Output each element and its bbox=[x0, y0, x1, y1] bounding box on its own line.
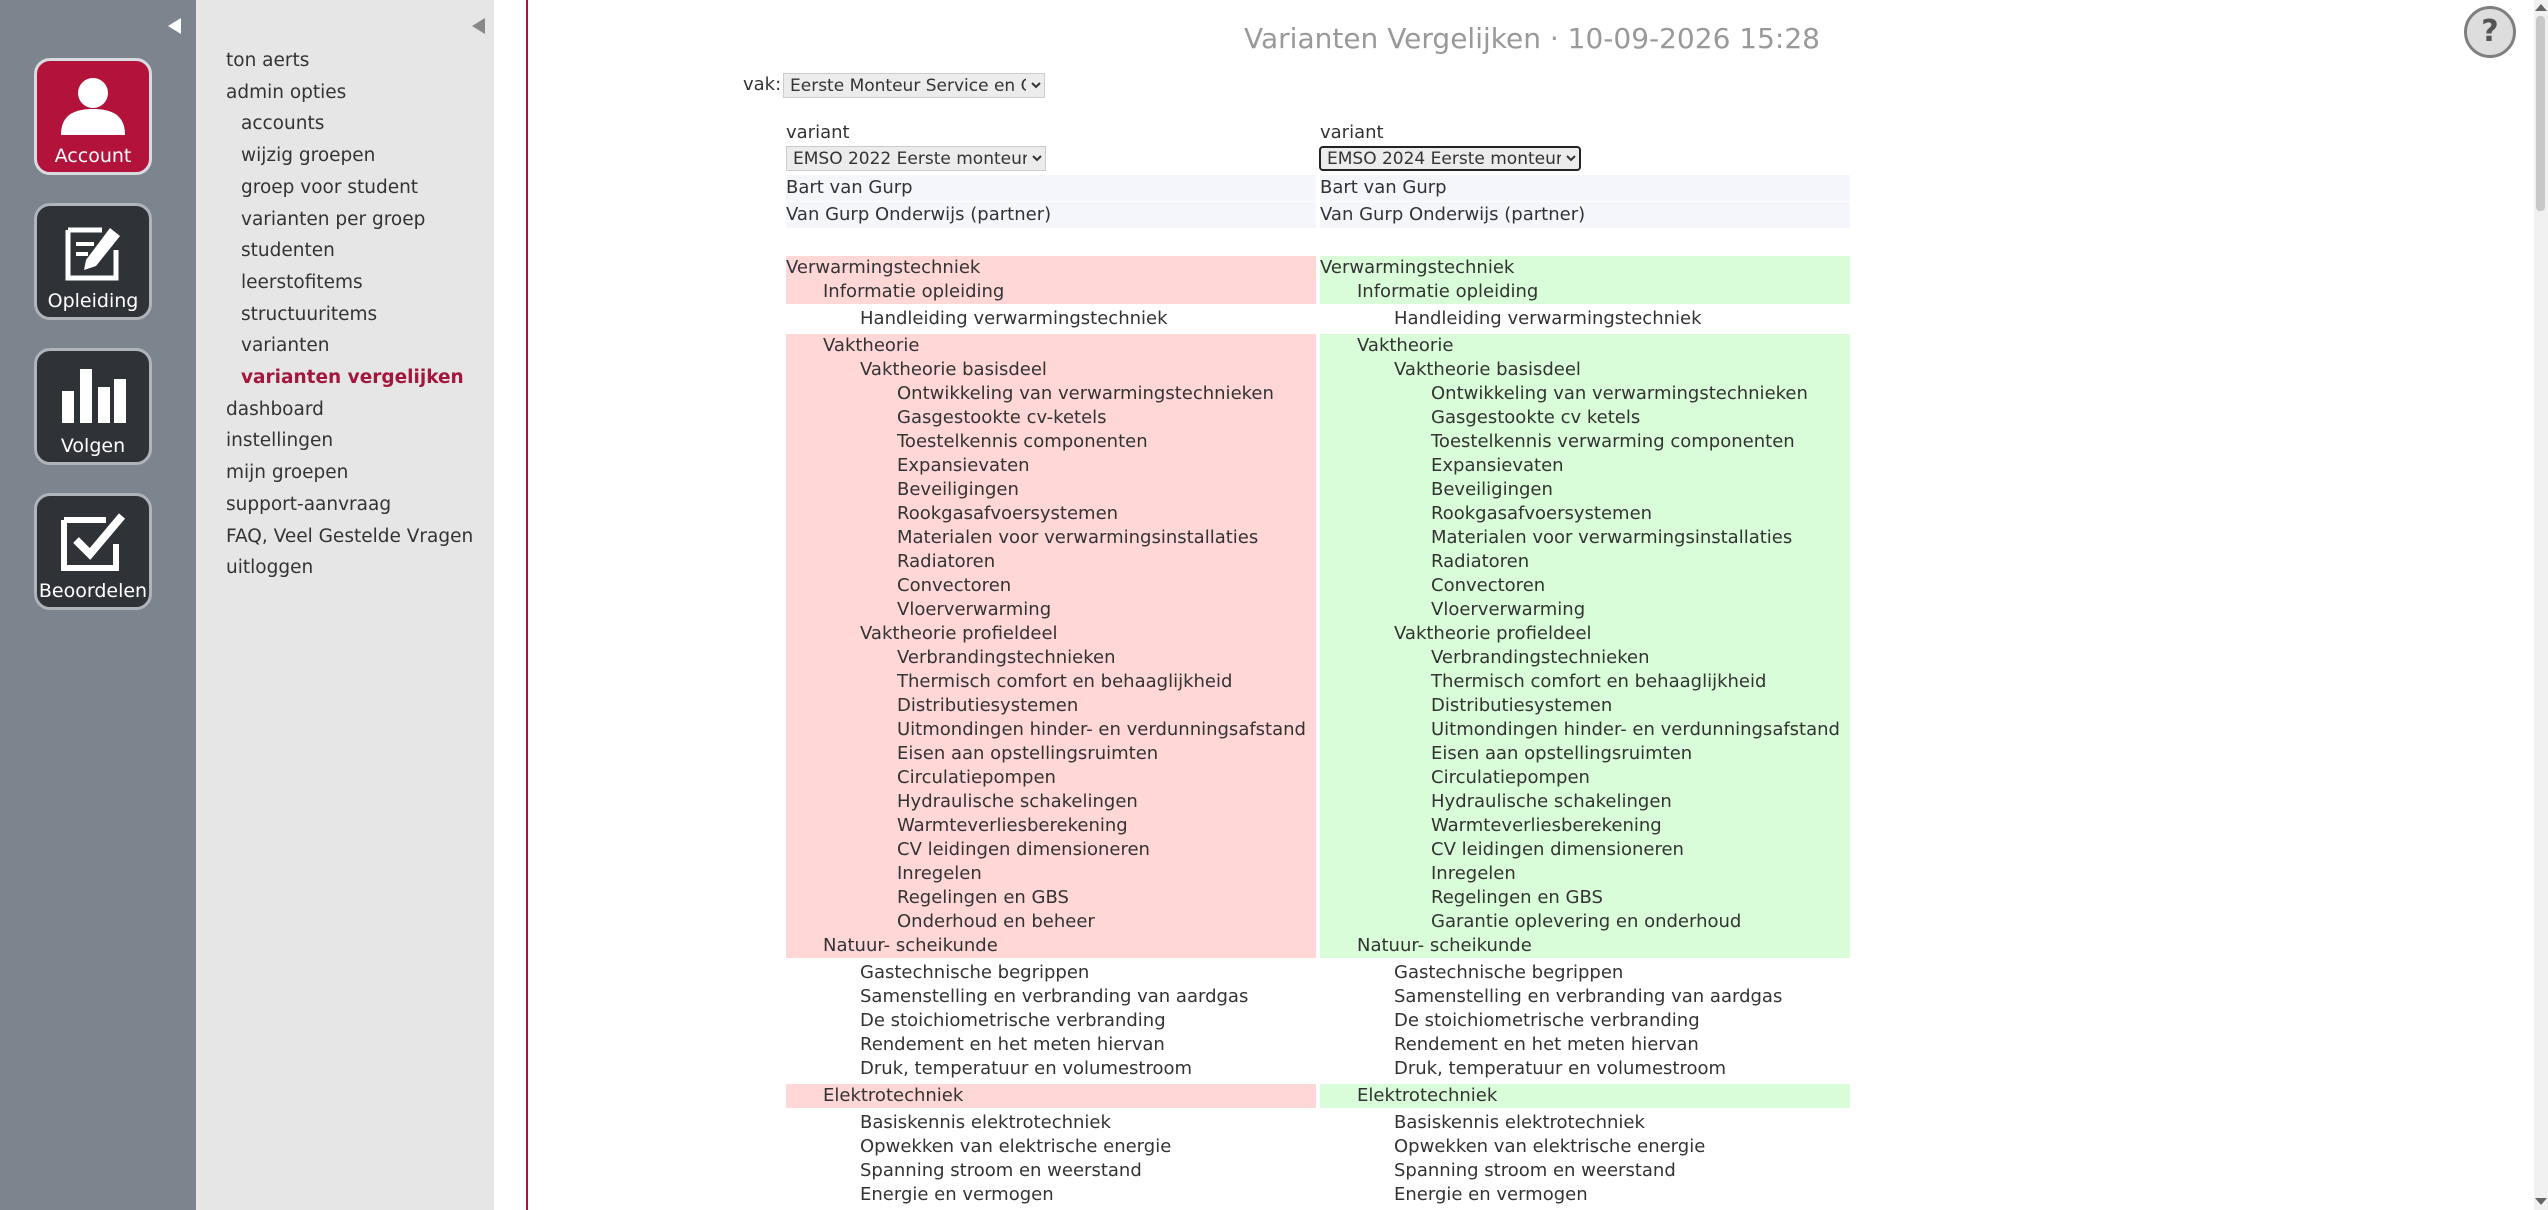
rail-tile-label: Volgen bbox=[60, 435, 126, 457]
rail-tile-label: Beoordelen bbox=[38, 580, 148, 602]
menu-item[interactable]: ton aerts bbox=[226, 50, 310, 71]
menu-item[interactable]: leerstofitems bbox=[241, 271, 363, 293]
right-tree-item: Verbrandingstechnieken bbox=[1431, 647, 1650, 668]
right-tree-item: Beveiligingen bbox=[1431, 479, 1553, 500]
rail-tile-label: Account bbox=[54, 145, 132, 167]
right-tree-item: Vaktheorie bbox=[1357, 335, 1454, 356]
vak-label: vak: bbox=[743, 74, 782, 95]
left-tree-item: Distributiesystemen bbox=[897, 695, 1079, 716]
vak-select[interactable] bbox=[783, 73, 1045, 98]
right-tree-item: Vaktheorie basisdeel bbox=[1394, 359, 1581, 380]
user-icon bbox=[58, 75, 128, 137]
left-tree-item: Informatie opleiding bbox=[823, 281, 1005, 302]
left-tree-item: Circulatiepompen bbox=[897, 767, 1056, 788]
right-tree-item: Samenstelling en verbranding van aardgas bbox=[1394, 986, 1783, 1007]
right-tree-item: Vaktheorie profieldeel bbox=[1394, 623, 1592, 644]
left-tree-item: Energie en vermogen bbox=[860, 1184, 1054, 1205]
menu-item[interactable]: wijzig groepen bbox=[241, 145, 376, 167]
rail-tile-label: Opleiding bbox=[47, 290, 139, 312]
right-tree-item: Distributiesystemen bbox=[1431, 695, 1613, 716]
rail-tile-beoordelen[interactable] bbox=[34, 493, 152, 610]
added-row-band bbox=[1320, 862, 1850, 886]
right-tree-item: Convectoren bbox=[1431, 575, 1546, 596]
left-variant-header: variant bbox=[786, 122, 850, 143]
menu-item[interactable]: groep voor student bbox=[241, 176, 419, 198]
right-tree-item: Garantie oplevering en onderhoud bbox=[1431, 911, 1742, 932]
right-tree-item: Uitmondingen hinder- en verdunningsafstand bbox=[1431, 719, 1840, 740]
menu-item[interactable]: mijn groepen bbox=[226, 462, 349, 484]
menu-item[interactable]: studenten bbox=[241, 240, 335, 262]
checkbox-icon bbox=[58, 510, 128, 572]
left-tree-item: Samenstelling en verbranding van aardgas bbox=[860, 986, 1249, 1007]
right-tree-item: De stoichiometrische verbranding bbox=[1394, 1010, 1700, 1031]
right-tree-item: Ontwikkeling van verwarmingstechnieken bbox=[1431, 383, 1808, 404]
left-tree-item: Ontwikkeling van verwarmingstechnieken bbox=[897, 383, 1274, 404]
left-tree-item: Warmteverliesberekening bbox=[897, 815, 1128, 836]
left-tree-item: Inregelen bbox=[897, 863, 982, 884]
right-tree-item: Basiskennis elektrotechniek bbox=[1394, 1112, 1645, 1133]
right-variant-select[interactable] bbox=[1319, 146, 1581, 171]
left-tree-item: Materialen voor verwarmingsinstallaties bbox=[897, 527, 1259, 548]
left-tree-item: Onderhoud en beheer bbox=[897, 911, 1095, 932]
left-author: Bart van Gurp bbox=[786, 177, 913, 198]
left-tree-item: Vaktheorie bbox=[823, 335, 920, 356]
left-tree-item: Basiskennis elektrotechniek bbox=[860, 1112, 1111, 1133]
help-button[interactable]: ? bbox=[2464, 6, 2516, 58]
left-tree-item: Convectoren bbox=[897, 575, 1012, 596]
right-tree-item: Natuur- scheikunde bbox=[1357, 935, 1532, 956]
left-tree-item: Verwarmingstechniek bbox=[786, 257, 981, 278]
right-tree-item: Spanning stroom en weerstand bbox=[1394, 1160, 1676, 1181]
removed-row-band bbox=[786, 454, 1316, 478]
removed-row-band bbox=[786, 574, 1316, 598]
right-tree-item: Vloerverwarming bbox=[1431, 599, 1586, 620]
right-tree-item: Verwarmingstechniek bbox=[1320, 257, 1515, 278]
right-tree-item: Gastechnische begrippen bbox=[1394, 962, 1624, 983]
right-tree-item: Thermisch comfort en behaaglijkheid bbox=[1431, 671, 1767, 692]
left-tree-item: Rendement en het meten hiervan bbox=[860, 1034, 1165, 1055]
rail-tile-volgen[interactable] bbox=[34, 348, 152, 465]
rail-tile-opleiding[interactable] bbox=[34, 203, 152, 320]
right-tree-item: Druk, temperatuur en volumestroom bbox=[1394, 1058, 1727, 1079]
scroll-down-icon[interactable] bbox=[2535, 1198, 2547, 1205]
scrollbar-thumb[interactable] bbox=[2536, 16, 2545, 211]
rail-tile-account[interactable] bbox=[34, 58, 152, 175]
right-tree-item: Rookgasafvoersystemen bbox=[1431, 503, 1653, 524]
menu-item[interactable]: instellingen bbox=[226, 430, 334, 452]
right-tree-item: Informatie opleiding bbox=[1357, 281, 1539, 302]
left-tree-item: Druk, temperatuur en volumestroom bbox=[860, 1058, 1193, 1079]
added-row-band bbox=[1320, 550, 1850, 574]
page-title: Varianten Vergelijken · 10-09-2026 15:28 bbox=[1244, 22, 1820, 55]
left-tree-item: CV leidingen dimensioneren bbox=[897, 839, 1150, 860]
menu-item[interactable]: uitloggen bbox=[226, 557, 314, 579]
right-tree-item: Handleiding verwarmingstechniek bbox=[1394, 308, 1702, 329]
menu-panel bbox=[196, 0, 494, 1210]
bar-chart-icon bbox=[58, 365, 128, 427]
collapse-rail-icon[interactable] bbox=[168, 18, 181, 34]
left-tree-item: Gastechnische begrippen bbox=[860, 962, 1090, 983]
right-author: Bart van Gurp bbox=[1320, 177, 1447, 198]
left-tree-item: De stoichiometrische verbranding bbox=[860, 1010, 1166, 1031]
menu-item[interactable]: support-aanvraag bbox=[226, 493, 392, 515]
left-variant-select[interactable] bbox=[786, 146, 1046, 171]
added-row-band bbox=[1320, 478, 1850, 502]
removed-row-band bbox=[786, 550, 1316, 574]
menu-item[interactable]: varianten per groep bbox=[241, 208, 426, 230]
right-tree-item: Circulatiepompen bbox=[1431, 767, 1590, 788]
left-tree-item: Verbrandingstechnieken bbox=[897, 647, 1116, 668]
left-tree-item: Beveiligingen bbox=[897, 479, 1019, 500]
left-tree-item: Expansievaten bbox=[897, 455, 1030, 476]
left-tree-item: Radiatoren bbox=[897, 551, 996, 572]
right-tree-item: Regelingen en GBS bbox=[1431, 887, 1603, 908]
right-tree-item: Inregelen bbox=[1431, 863, 1516, 884]
left-tree-item: Elektrotechniek bbox=[823, 1085, 964, 1106]
left-tree-item: Opwekken van elektrische energie bbox=[860, 1136, 1172, 1157]
left-tree-item: Vloerverwarming bbox=[897, 599, 1052, 620]
menu-item[interactable]: admin opties bbox=[226, 81, 347, 103]
left-tree-item: Rookgasafvoersystemen bbox=[897, 503, 1119, 524]
right-tree-item: Hydraulische schakelingen bbox=[1431, 791, 1672, 812]
main-content bbox=[526, 0, 2536, 1210]
removed-row-band bbox=[786, 862, 1316, 886]
left-tree-item: Hydraulische schakelingen bbox=[897, 791, 1138, 812]
right-partner: Van Gurp Onderwijs (partner) bbox=[1320, 204, 1586, 225]
left-tree-item: Natuur- scheikunde bbox=[823, 935, 998, 956]
left-partner: Van Gurp Onderwijs (partner) bbox=[786, 204, 1052, 225]
right-tree-item: Energie en vermogen bbox=[1394, 1184, 1588, 1205]
menu-item[interactable]: FAQ, Veel Gestelde Vragen bbox=[226, 525, 474, 547]
right-tree-item: CV leidingen dimensioneren bbox=[1431, 839, 1684, 860]
left-tree-item: Vaktheorie profieldeel bbox=[860, 623, 1058, 644]
right-tree-item: Materialen voor verwarmingsinstallaties bbox=[1431, 527, 1793, 548]
menu-item[interactable]: varianten bbox=[241, 335, 330, 357]
left-tree-item: Toestelkennis componenten bbox=[897, 431, 1148, 452]
right-tree-item: Elektrotechniek bbox=[1357, 1085, 1498, 1106]
menu-item[interactable]: varianten vergelijken bbox=[241, 367, 464, 388]
right-tree-item: Eisen aan opstellingsruimten bbox=[1431, 743, 1693, 764]
left-tree-item: Vaktheorie basisdeel bbox=[860, 359, 1047, 380]
left-tree-item: Handleiding verwarmingstechniek bbox=[860, 308, 1168, 329]
right-tree-item: Gasgestookte cv ketels bbox=[1431, 407, 1641, 428]
left-tree-item: Spanning stroom en weerstand bbox=[860, 1160, 1142, 1181]
left-tree-item: Eisen aan opstellingsruimten bbox=[897, 743, 1159, 764]
right-variant-header: variant bbox=[1320, 122, 1384, 143]
removed-row-band bbox=[786, 478, 1316, 502]
scroll-up-icon[interactable] bbox=[2535, 4, 2547, 11]
right-tree-item: Radiatoren bbox=[1431, 551, 1530, 572]
left-tree-item: Uitmondingen hinder- en verdunningsafstand bbox=[897, 719, 1306, 740]
edit-icon bbox=[58, 220, 128, 282]
left-tree-item: Gasgestookte cv-ketels bbox=[897, 407, 1107, 428]
right-tree-item: Rendement en het meten hiervan bbox=[1394, 1034, 1699, 1055]
menu-item[interactable]: structuuritems bbox=[241, 303, 378, 325]
right-tree-item: Expansievaten bbox=[1431, 455, 1564, 476]
menu-item[interactable]: dashboard bbox=[226, 398, 324, 420]
left-tree-item: Thermisch comfort en behaaglijkheid bbox=[897, 671, 1233, 692]
added-row-band bbox=[1320, 574, 1850, 598]
left-tree-item: Regelingen en GBS bbox=[897, 887, 1069, 908]
added-row-band bbox=[1320, 454, 1850, 478]
right-tree-item: Warmteverliesberekening bbox=[1431, 815, 1662, 836]
right-tree-item: Toestelkennis verwarming componenten bbox=[1431, 431, 1795, 452]
collapse-menu-icon[interactable] bbox=[472, 18, 485, 34]
menu-item[interactable]: accounts bbox=[241, 113, 325, 135]
icon-rail bbox=[0, 0, 196, 1210]
right-tree-item: Opwekken van elektrische energie bbox=[1394, 1136, 1706, 1157]
